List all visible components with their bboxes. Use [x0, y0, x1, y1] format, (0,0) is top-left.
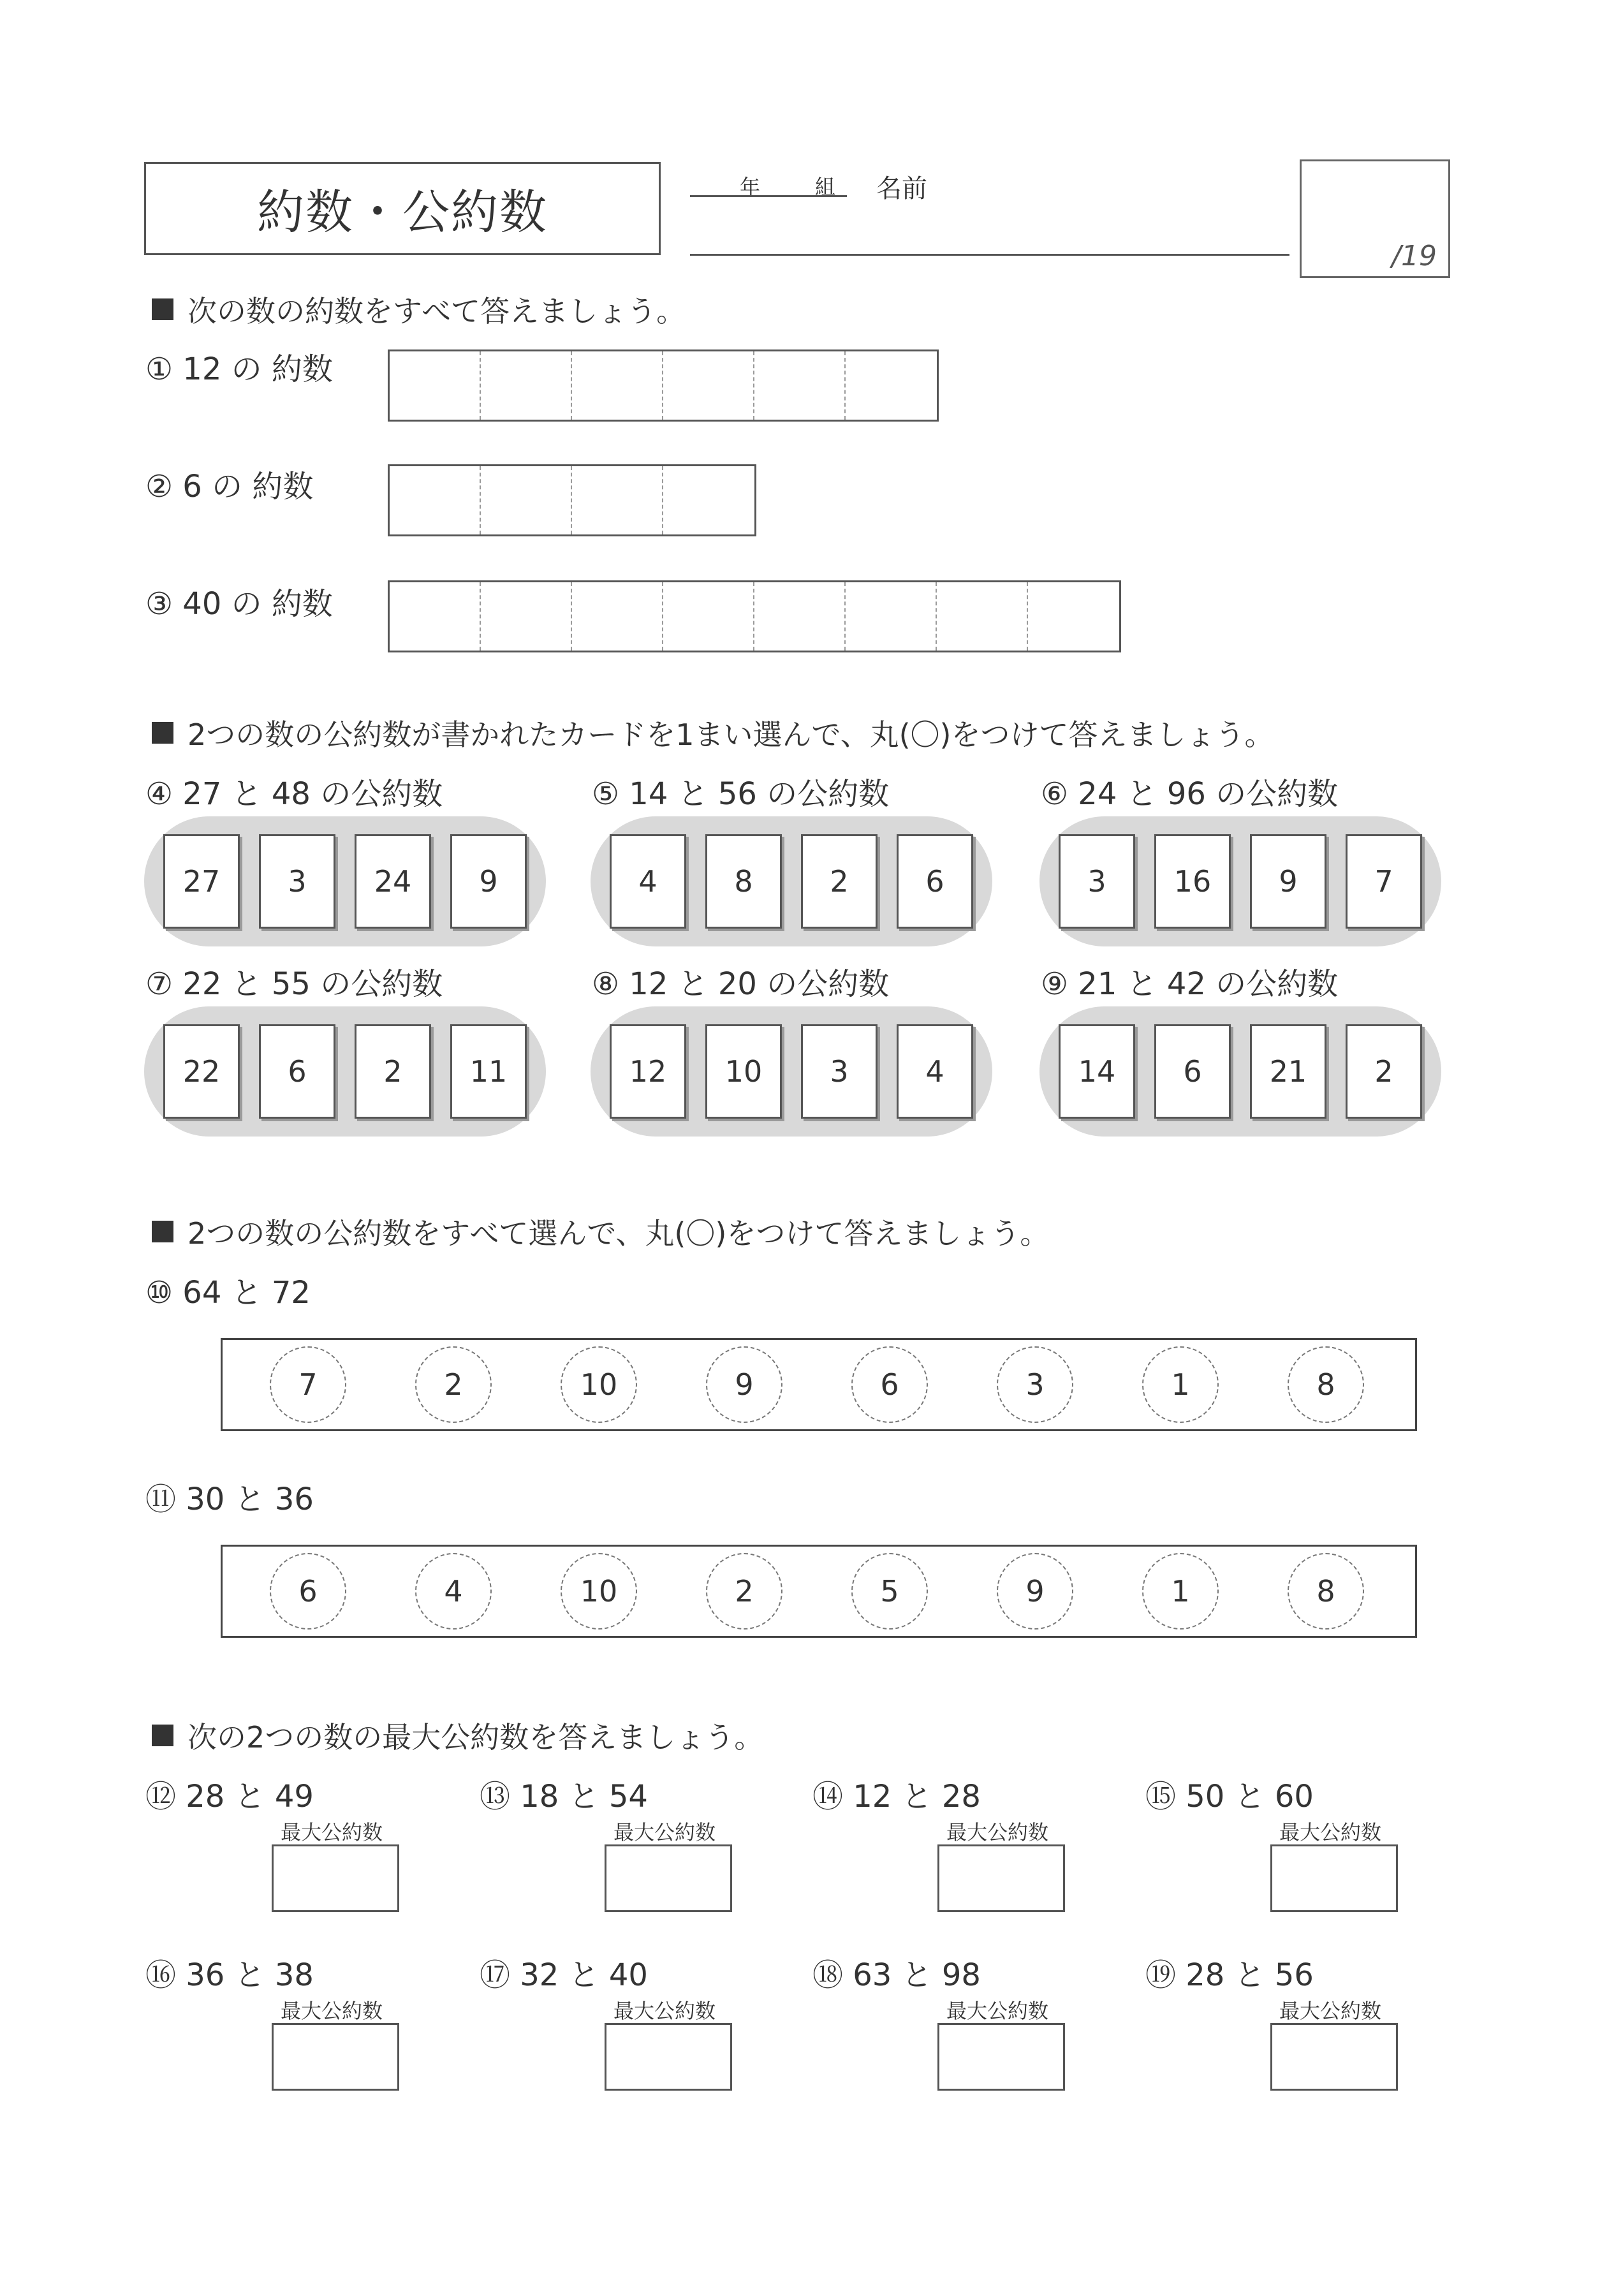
q1-answer-row[interactable] — [388, 350, 939, 422]
number-card[interactable]: 6 — [1154, 1024, 1231, 1119]
square-bullet-icon — [152, 298, 173, 320]
q15-label: ⑮ 50 と 60 — [1145, 1779, 1314, 1814]
number-circle[interactable]: 9 — [997, 1553, 1073, 1630]
square-bullet-icon — [152, 1725, 173, 1746]
number-circle[interactable]: 6 — [270, 1553, 346, 1630]
gcd-box-label: 最大公約数 — [281, 1820, 383, 1844]
score-box[interactable] — [1300, 159, 1450, 278]
q14-answer-box[interactable] — [937, 1844, 1065, 1912]
q6-card-group — [1039, 816, 1441, 946]
number-circle[interactable]: 8 — [1288, 1346, 1364, 1423]
q2-label: ② 6 の 約数 — [145, 469, 314, 504]
q4-label: ④ 27 と 48 の公約数 — [145, 776, 443, 812]
q17-answer-box[interactable] — [605, 2023, 732, 2091]
number-card[interactable]: 12 — [610, 1024, 686, 1119]
answer-cell[interactable] — [754, 582, 846, 651]
q11-label: ⑪ 30 と 36 — [145, 1482, 314, 1517]
q12-label: ⑫ 28 と 49 — [145, 1779, 314, 1814]
q10-number-row — [221, 1338, 1417, 1431]
number-circle[interactable]: 2 — [415, 1346, 492, 1423]
q13-answer-box[interactable] — [605, 1844, 732, 1912]
q14-label: ⑭ 12 と 28 — [812, 1779, 981, 1814]
q2-answer-row[interactable] — [388, 464, 756, 536]
gcd-box-label: 最大公約数 — [946, 1999, 1049, 2023]
number-card[interactable]: 14 — [1059, 1024, 1135, 1119]
score-total: /19 — [1392, 240, 1437, 272]
worksheet-title — [144, 162, 661, 255]
number-circle[interactable]: 2 — [706, 1553, 782, 1630]
answer-cell[interactable] — [390, 582, 481, 651]
number-card[interactable]: 9 — [1250, 834, 1326, 929]
number-circle[interactable]: 8 — [1288, 1553, 1364, 1630]
q10-label: ⑩ 64 と 72 — [145, 1275, 311, 1311]
answer-cell[interactable] — [481, 466, 572, 534]
worksheet-title-text: 約数・公約数 — [257, 185, 548, 240]
answer-cell[interactable] — [663, 582, 754, 651]
number-card[interactable]: 2 — [801, 834, 878, 929]
q3-label: ③ 40 の 約数 — [145, 586, 333, 622]
number-card[interactable]: 21 — [1250, 1024, 1326, 1119]
q9-label: ⑨ 21 と 42 の公約数 — [1041, 966, 1339, 1002]
section2-heading — [152, 712, 1274, 754]
name-label: 名前 — [876, 174, 927, 203]
year-label: 年 — [740, 175, 761, 199]
answer-cell[interactable] — [1028, 582, 1119, 651]
q7-card-group — [144, 1006, 546, 1137]
number-card[interactable]: 10 — [705, 1024, 782, 1119]
answer-cell[interactable] — [663, 351, 754, 420]
section3-heading — [152, 1211, 1049, 1253]
q8-label: ⑧ 12 と 20 の公約数 — [592, 966, 890, 1002]
answer-cell[interactable] — [390, 466, 481, 534]
group-label: 組 — [815, 175, 836, 199]
class-write-line[interactable] — [690, 195, 847, 197]
q5-label: ⑤ 14 と 56 の公約数 — [592, 776, 890, 812]
number-card[interactable]: 24 — [355, 834, 431, 929]
number-card[interactable]: 4 — [897, 1024, 973, 1119]
number-circle[interactable]: 7 — [270, 1346, 346, 1423]
square-bullet-icon — [152, 1221, 173, 1242]
number-card[interactable]: 7 — [1346, 834, 1422, 929]
q6-label: ⑥ 24 と 96 の公約数 — [1041, 776, 1339, 812]
number-card[interactable]: 9 — [450, 834, 527, 929]
gcd-box-label: 最大公約数 — [613, 1999, 716, 2023]
gcd-box-label: 最大公約数 — [1279, 1999, 1382, 2023]
q16-label: ⑯ 36 と 38 — [145, 1957, 314, 1993]
q16-answer-box[interactable] — [272, 2023, 399, 2091]
q17-label: ⑰ 32 と 40 — [480, 1957, 648, 1993]
number-card[interactable]: 2 — [355, 1024, 431, 1119]
q18-label: ⑱ 63 と 98 — [812, 1957, 981, 1993]
number-card[interactable]: 27 — [163, 834, 240, 929]
q19-label: ⑲ 28 と 56 — [1145, 1957, 1314, 1993]
q7-label: ⑦ 22 と 55 の公約数 — [145, 966, 443, 1002]
number-card[interactable]: 2 — [1346, 1024, 1422, 1119]
gcd-box-label: 最大公約数 — [946, 1820, 1049, 1844]
answer-cell[interactable] — [572, 466, 663, 534]
answer-cell[interactable] — [846, 351, 937, 420]
answer-cell[interactable] — [481, 582, 572, 651]
number-circle[interactable]: 4 — [415, 1553, 492, 1630]
q15-answer-box[interactable] — [1270, 1844, 1398, 1912]
q13-label: ⑬ 18 と 54 — [480, 1779, 648, 1814]
answer-cell[interactable] — [390, 351, 481, 420]
q11-number-row — [221, 1545, 1417, 1638]
section4-heading-text: 次の2つの数の最大公約数を答えましょう。 — [187, 1720, 764, 1755]
q19-answer-box[interactable] — [1270, 2023, 1398, 2091]
number-card[interactable]: 8 — [705, 834, 782, 929]
q9-card-group — [1039, 1006, 1441, 1137]
q12-answer-box[interactable] — [272, 1844, 399, 1912]
gcd-box-label: 最大公約数 — [1279, 1820, 1382, 1844]
answer-cell[interactable] — [572, 351, 663, 420]
number-circle[interactable]: 1 — [1142, 1346, 1219, 1423]
number-circle[interactable]: 3 — [997, 1346, 1073, 1423]
q8-card-group — [591, 1006, 992, 1137]
number-card[interactable]: 22 — [163, 1024, 240, 1119]
number-card[interactable]: 6 — [897, 834, 973, 929]
section2-heading-text: 2つの数の公約数が書かれたカードを1まい選んで、丸(〇)をつけて答えましょう。 — [187, 718, 1274, 752]
number-card[interactable]: 3 — [1059, 834, 1135, 929]
section1-heading-text: 次の数の約数をすべて答えましょう。 — [187, 294, 686, 328]
number-circle[interactable]: 9 — [706, 1346, 782, 1423]
q5-card-group — [591, 816, 992, 946]
number-circle[interactable]: 10 — [561, 1553, 637, 1630]
square-bullet-icon — [152, 722, 173, 744]
number-card[interactable]: 3 — [801, 1024, 878, 1119]
section1-heading — [152, 288, 686, 330]
q3-answer-row[interactable] — [388, 580, 1121, 652]
answer-cell[interactable] — [663, 466, 754, 534]
number-circle[interactable]: 10 — [561, 1346, 637, 1423]
answer-cell[interactable] — [937, 582, 1028, 651]
number-card[interactable]: 16 — [1154, 834, 1231, 929]
q4-card-group — [144, 816, 546, 946]
name-write-line[interactable] — [690, 254, 1289, 256]
number-circle[interactable]: 6 — [851, 1346, 928, 1423]
number-card[interactable]: 3 — [259, 834, 335, 929]
answer-cell[interactable] — [754, 351, 846, 420]
number-card[interactable]: 11 — [450, 1024, 527, 1119]
section4-heading — [152, 1714, 763, 1756]
answer-cell[interactable] — [481, 351, 572, 420]
number-circle[interactable]: 1 — [1142, 1553, 1219, 1630]
q1-label: ① 12 の 約数 — [145, 351, 333, 387]
q18-answer-box[interactable] — [937, 2023, 1065, 2091]
gcd-box-label: 最大公約数 — [613, 1820, 716, 1844]
answer-cell[interactable] — [572, 582, 663, 651]
number-circle[interactable]: 5 — [851, 1553, 928, 1630]
gcd-box-label: 最大公約数 — [281, 1999, 383, 2023]
section3-heading-text: 2つの数の公約数をすべて選んで、丸(〇)をつけて答えましょう。 — [187, 1216, 1050, 1251]
number-card[interactable]: 6 — [259, 1024, 335, 1119]
answer-cell[interactable] — [846, 582, 937, 651]
number-card[interactable]: 4 — [610, 834, 686, 929]
